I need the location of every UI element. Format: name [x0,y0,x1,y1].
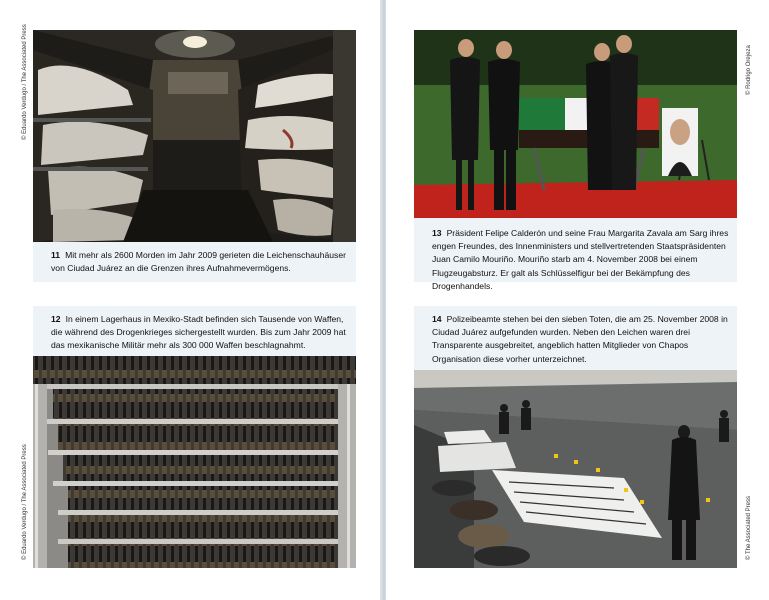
caption-14-text: Polizeibeamte stehen bei den sieben Toten, die am 25. November 2008 in Ciudad Juárez aufgefunden wurden. Neben den Leichen waren drei Transparente ausgebreitet, angeblich hatten Mitglieder von Chapos Organisation diese vorher unterzeichnet. [432,314,728,364]
left-page [0,0,382,600]
photo-crime-scene [414,370,737,568]
photo-credit-bottom-right: © The Associated Press [746,495,752,560]
photo-weapons-warehouse [33,356,356,568]
caption-11-number: 11 [51,250,61,260]
caption-13-text: Präsident Felipe Calderón und seine Frau Margarita Zavala am Sarg ihres engen Freundes, des Innenministers und stellvertretenden Staatspräsidenten Juan Camilo Mouriño. Mouriño starb am 4. November 2008 bei einem Flugzeugabsturz. Er galt als Schlüsselfigur bei der Bekämpfung des Drogenhandels. [432,228,729,291]
caption-14-number: 14 [432,314,442,324]
caption-12 [51,313,351,353]
caption-12-number: 12 [51,314,61,324]
caption-11-text: Mit mehr als 2600 Morden im Jahr 2009 gerieten die Leichenschauhäuser von Ciudad Juárez an die Grenzen ihres Aufnahmevermögens. [51,250,346,274]
photo-funeral [414,30,737,218]
photo-credit-top-right: © Rodrigo Orejeza [746,45,752,95]
photo-morgue [33,30,356,242]
right-page [386,0,769,600]
caption-12-text: In einem Lagerhaus in Mexiko-Stadt befinden sich Tausende von Waffen, die während des Drogenkrieges sichergestellt wurden. Bis zum Jahr 2009 hat das mexikanische Militär mehr als 300 000 Waffen beschlagnahmt. [51,314,346,351]
caption-11 [51,249,351,275]
photo-credit-top-left: © Eduardo Verdugo / The Associated Press [22,24,28,140]
caption-14 [432,313,732,366]
caption-13-number: 13 [432,228,442,238]
caption-13 [432,227,732,293]
photo-credit-bottom-left: © Eduardo Verdugo / The Associated Press [22,444,28,560]
